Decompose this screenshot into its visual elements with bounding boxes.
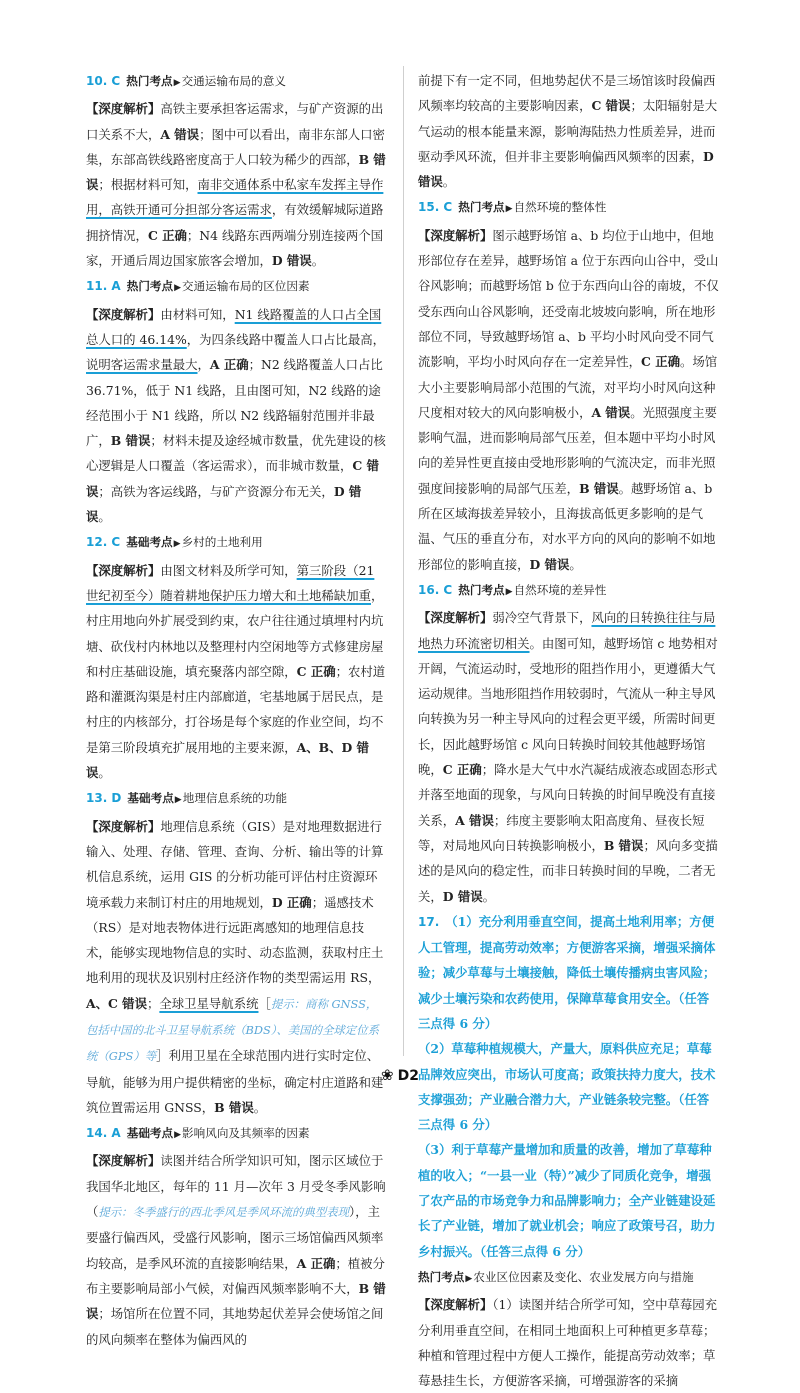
question-header [86,785,386,813]
body-text: ；N4 线路东西两端分别连接两个国家，开通后周边国家旅客会增加， [86,227,384,269]
analysis-label: 【深度解析】 [86,101,161,117]
body-text: ，有效缓解城际道路拥挤情况， [86,202,384,243]
analysis-label: 【深度解析】 [86,562,161,578]
topic-name: 影响风向及其频率的因素 [182,1126,310,1141]
body-text: ，为四条线路中覆盖人口占比最高， [186,331,385,347]
verdict-text: C 正确 [442,762,482,778]
answer-text: （1）充分利用垂直空间，提高土地利用率；方便人工管理，提高劳动效率；方便游客采摘，增强采摘体验；减少草莓与土壤接触，降低土壤传播病虫害风险；减少土壤污染和农药使用，保障草莓食用安全。（任答三点得 6 分） [418,913,716,1031]
body-text: ；场馆所在位置不同，其地势起伏差异会使场馆之间的风向频率在整体为偏西风的 [86,1306,384,1347]
question-item [418,1036,720,1137]
verdict-text: C 错误 [591,98,631,114]
question-number: 12. C [86,535,121,550]
body-text: 由图文材料及所学可知， [160,562,297,578]
analysis-label: 【深度解析】 [418,610,493,626]
topic-name: 交通运输布局的区位因素 [182,279,310,294]
body-text: 图示越野场馆 a、b 均位于山地中，但地形部位存在差异，越野场馆 a 位于东西向山谷中，受山谷风影响；而越野场馆 b 位于东西向山谷的南坡，不仅受东西向山谷风影响，还受南北坡坡向影响，所在地形部位不同，导致越野场馆 a、b 平均小时风向受不同气流影响，平均小时风向存在一定差异性， [418,227,719,370]
underlined-text: 说明客运需求量最大 [86,357,198,373]
body-text: 。 [311,253,325,269]
question-item [86,68,386,273]
topic-name: 交通运输布局的意义 [181,74,286,88]
hint-note: 提示：商称 GNSS，包括中国的北斗卫星导航系统（BDS）、美国的全球定位系统（GPS）等 [86,996,379,1064]
body-text: 读图并结合所学知识可知，图示区域位于我国华北地区，每年的 11 月—次年 3 月受冬季风影响（ [86,1153,386,1220]
flower-logo-icon: ❀ [381,1066,394,1084]
topic-name: 地理信息系统的功能 [182,791,288,806]
body-text: ［ [258,995,271,1011]
question-number: 17. [418,914,440,929]
analysis-label: 【深度解析】 [418,227,493,243]
arrow-icon: ▶ [465,1273,473,1284]
body-text: ， [197,357,210,373]
paragraph [418,1292,720,1393]
column-divider [403,66,404,1056]
question-header [418,909,720,1036]
question-header [86,1120,386,1148]
paragraph [86,558,386,786]
hot-topic-label: 热门考点 [126,74,173,88]
paragraph [418,1137,720,1263]
question-number: 10. C [86,74,121,88]
verdict-text: D 错误 [529,556,570,572]
paragraph [86,96,386,273]
analysis-label: 【深度解析】 [86,818,161,834]
topic-name: 乡村的土地利用 [181,535,263,550]
verdict-text: B 错误 [603,837,644,853]
body-text: 。 [253,1099,267,1115]
question-header [418,577,720,605]
question-number: 11. A [86,279,121,294]
body-text: 。光照强度主要影响气温，进而影响局部气压差，但本题中平均小时风向的差异性更直接由受地形影响的气流决定，而非光照强度间接影响的局部气压差， [418,404,717,496]
body-text: ；农村道路和灌溉沟渠是村庄内部廊道，宅基地属于居民点，是村庄的内核部分，打谷场是每个家庭的作业空间，均不是第三阶段填充扩展用地的主要来源， [86,663,386,755]
hot-topic-label: 基础考点 [126,1126,174,1141]
body-text: 。 [442,174,456,190]
hot-topic-label: 基础考点 [126,535,173,550]
question-item [418,1264,720,1292]
verdict-text: B 错误 [579,480,619,496]
verdict-text: A 正确 [209,357,249,373]
paragraph [418,223,720,577]
body-text: ；遥感技术（RS）是对地表物体进行远距离感知的地理信息技术，能够实现地物信息的实时、动态监测，获取村庄土地利用的现状及识别村庄经济作物的类型需运用 RS， [86,894,384,986]
question-item [418,194,720,576]
question-number: 15. C [418,200,453,215]
paragraph [418,1036,720,1137]
verdict-text: A 错误 [591,404,631,420]
question-item [86,273,386,529]
question-item [418,1292,720,1393]
hint-note: 提示：冬季盛行的西北季风是季风环流的典型表现 [98,1205,349,1220]
analysis-label: 【深度解析】 [86,1153,161,1169]
question-header [86,529,386,557]
hot-topic-label: 热门考点 [458,200,505,215]
verdict-text: C 正确 [296,663,336,679]
body-text: ，村庄用地向外扩展受到约束，农户往往通过填埋村内坑塘、砍伐村内林地以及整理村内空闲地等方式修建房屋和村庄基础设施，填充聚落内部空隙， [86,587,384,679]
right-column [418,68,720,1393]
question-header [86,273,386,301]
left-column [86,68,386,1352]
body-text: ； [146,995,160,1011]
body-text: 由材料可知， [160,306,235,322]
body-text: ），主要盛行偏西风，受盛行风影响，图示三场馆偏西风频率均较高，是季风环流的直接影响结果， [86,1204,384,1271]
verdict-text: A 错误 [160,126,200,142]
verdict-text: C 错误 [86,458,379,499]
verdict-text: C 正确 [641,354,680,370]
verdict-text: D 正确 [271,894,312,910]
body-text: 高铁主要承担客运需求，与矿产资源的出口关系不大， [86,101,384,142]
question-item [86,529,386,785]
question-item [418,68,720,194]
body-text: 。 [98,765,111,781]
verdict-text: A、C 错误 [86,995,147,1011]
analysis-label: 【深度解析】 [418,1297,493,1313]
verdict-text: D 错误 [418,148,714,190]
body-text: 。 [98,509,111,525]
body-text: 弱冷空气背景下， [492,610,592,626]
topic-name: 农业区位因素及变化、农业发展方向与措施 [473,1269,694,1284]
verdict-text: C 正确 [147,227,187,243]
topic-name: 自然环境的整体性 [513,200,607,215]
body-text: ；风向多变描述的是风向的稳定性，而非日转换时间的早晚，二者无关， [418,837,718,904]
hot-topic-label: 热门考点 [458,582,505,597]
underlined-text: 第三阶段（21 世纪初至今）随着耕地保护压力增大和土地稀缺加重 [86,562,375,603]
body-text: 地理信息系统（GIS）是对地理数据进行输入、处理、存储、管理、查询、分析、输出等的计算机信息系统，运用 GIS 的分析功能可评估村庄资源环境承载力来制订村庄的用地规划， [86,818,384,910]
body-text: 。 [569,556,582,572]
body-text: （1）读图并结合所学可知，空中草莓园充分利用垂直空间，在相同土地面积上可种植更多草莓；种植和管理过程中方便人工操作，能提高劳动效率；草莓悬挂生长，方便游客采摘，可增强游客的采摘 [418,1297,718,1389]
question-item [86,1120,386,1352]
analysis-label: 【深度解析】 [86,306,161,322]
verdict-text: A 错误 [455,812,494,828]
paragraph [418,605,720,909]
body-text: ；N2 线路覆盖人口占比 36.71%，低于 N1 线路，且由图可知，N2 线路的途经范围小于 N1 线路，所以 N2 线路辐射范围并非最广， [86,357,383,449]
question-number: 13. D [86,791,122,806]
topic-name: 自然环境的差异性 [513,582,607,597]
verdict-text: B 错误 [110,433,151,449]
body-text: 前提下有一定不同，但地势起伏不是三场馆该时段偏西风频率均较高的主要影响因素， [418,73,716,114]
question-header [86,68,386,96]
verdict-text: D 错误 [271,253,312,269]
body-text: ；植被分布主要影响局部小气候，对偏西风频率影响不大， [86,1255,385,1296]
body-text: ；纬度主要影响太阳高度角、昼夜长短等，对局地风向日转换影响极小， [418,812,705,853]
verdict-text: B 错误 [214,1099,254,1115]
question-number: 14. A [86,1126,121,1141]
body-text: 。由图可知，越野场馆 c 地势相对开阔，气流运动时，受地形的阻挡作用小，更遵循大气运动规律。当地形阻挡作用较弱时，气流从一种主导风向转换为另一种主导风向的过程会更平缓，所需时间更长，因此越野场馆 c 风向日转换时间较其他越野场馆晚， [418,635,718,778]
body-text: ；图中可以看出，南非东部人口密集，东部高铁线路密度高于人口较为稀少的西部， [86,126,385,167]
question-header [418,194,720,222]
underlined-text: 风向的日转换往往与局地热力环流密切相关 [418,610,716,651]
paragraph [86,1148,386,1351]
body-text: ；太阳辐射是大气运动的根本能量来源，影响海陆热力性质差异，进而驱动季风环流，但并非主要影响偏西风频率的因素， [418,98,718,164]
question-item [418,577,720,909]
answer-text: （2）草莓种植规模大，产量大，原料供应充足；草莓品牌效应突出，市场认可度高；政策扶持力度大，技术支撑强劲；产业融合潜力大，产业链条较完整。（任答三点得 6 分） [418,1041,716,1133]
underlined-text: 全球卫星导航系统 [159,995,259,1011]
arrow-icon: ▶ [173,539,181,550]
body-text: ］利用卫星在全球范围内进行实时定位、导航，能够为用户提供精密的坐标，确定村庄道路和建筑位置需运用 GNSS， [86,1048,384,1115]
hot-topic-label: 基础考点 [127,791,174,806]
body-text: ；根据材料可知， [98,177,198,193]
body-text: ；降水是大气中水汽凝结成液态或固态形式并落至地面的现象，与风向日转换的时间早晚没有直接关系， [418,762,718,828]
verdict-text: A 正确 [296,1255,336,1271]
arrow-icon: ▶ [174,1130,182,1141]
paragraph [86,302,386,530]
underlined-text: 南非交通体系中私家车发挥主导作用，高铁开通可分担部分客运需求 [86,177,384,218]
body-text: ；材料未提及途经城市数量，优先建设的核心逻辑是人口覆盖（客运需求），而非城市数量， [86,433,386,474]
arrow-icon: ▶ [505,586,513,597]
answer-text: （3）利于草莓产量增加和质量的改善，增加了草莓种植的收入；“一县一业（特）”减少了同质化竞争，增强了农产品的市场竞争力和品牌影响力；全产业链建设延长了产业链，增加了就业机会；响应了政策号召，助力乡村振兴。（任答三点得 6 分） [418,1142,716,1259]
hot-topic-label: 热门考点 [418,1269,465,1284]
underlined-text: N1 线路覆盖的人口占全国总人口的 46.14% [86,306,382,347]
topic-line [418,1264,720,1292]
page-footer [0,1066,800,1084]
body-text: 。 [482,888,496,904]
arrow-icon: ▶ [505,204,513,215]
question-item [418,909,720,1036]
verdict-text: B 错误 [86,151,386,193]
verdict-text: D 错误 [442,888,483,904]
arrow-icon: ▶ [174,283,182,294]
paragraph [418,68,720,194]
verdict-text: B 错误 [86,1280,386,1322]
arrow-icon: ▶ [173,78,181,88]
page-number: D2 [397,1068,419,1084]
question-item [418,1137,720,1263]
hot-topic-label: 热门考点 [126,279,174,294]
verdict-text: A、B、D 错误 [86,739,369,781]
question-number: 16. C [418,582,453,597]
body-text: 。越野场馆 a、b 所在区域海拔差异较小，且海拔高低更多影响的是气温、气压的垂直分布，对水平方向的风向的影响不如地形部位的影响直接， [418,480,716,572]
body-text: 。场馆大小主要影响局部小范围的气流，对平均小时风向这种尺度相对较大的风向影响极小， [418,354,718,420]
verdict-text: D 错误 [86,483,362,525]
body-text: ；高铁为客运线路，与矿产资源分布无关， [98,483,334,499]
arrow-icon: ▶ [174,795,182,806]
